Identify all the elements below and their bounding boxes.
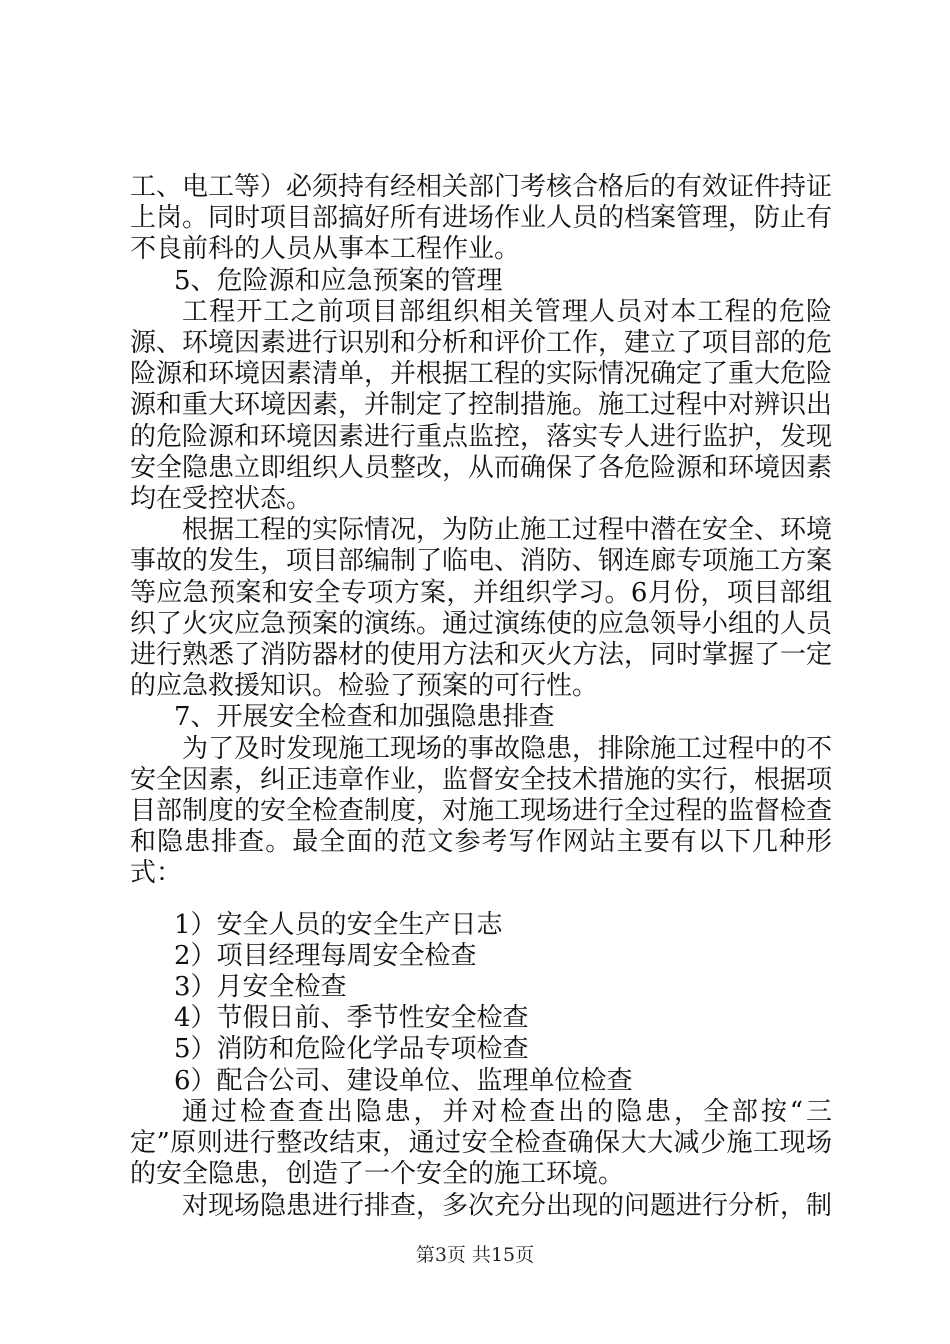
list-item: 2）项目经理每周安全检查 xyxy=(174,940,477,971)
list-item: 1）安全人员的安全生产日志 xyxy=(174,909,503,940)
section-heading-5: 5、危险源和应急预案的管理 xyxy=(174,265,503,296)
list-item: 5）消防和危险化学品专项检查 xyxy=(174,1034,529,1065)
list-item: 6）配合公司、建设单位、监理单位检查 xyxy=(174,1065,633,1096)
document-body xyxy=(130,172,832,1222)
paragraph-safety-inspection: 为了及时发现施工现场的事故隐患，排除施工过程中的不安全因素，纠正违章作业，监督安全技术措施的实行，根据项目部制度的安全检查制度，对施工现场进行全过程的监督检查和隐患排查。最全面的范文参考写作网站主要有以下几种形式： xyxy=(130,733,833,889)
paragraph-emergency-plan: 根据工程的实际情况，为防止施工过程中潜在安全、环境事故的发生，项目部编制了临电、消防、钢连廊专项施工方案等应急预案和安全专项方案，并组织学习。6月份，项目部组织了火灾应急预案的演练。通过演练使的应急领导小组的人员进行熟悉了消防器材的使用方法和灭火方法，同时掌握了一定的应急救援知识。检验了预案的可行性。 xyxy=(130,515,833,702)
list-item: 3）月安全检查 xyxy=(174,972,347,1003)
inspection-forms-list xyxy=(130,910,832,1097)
paragraph-rectification: 通过检查查出隐患，并对检查出的隐患，全部按“三定”原则进行整改结束，通过安全检查确保大大减少施工现场的安全隐患，创造了一个安全的施工环境。 xyxy=(130,1096,832,1190)
paragraph-hazard-identification: 工程开工之前项目部组织相关管理人员对本工程的危险源、环境因素进行识别和分析和评价工作，建立了项目部的危险源和环境因素清单，并根据工程的实际情况确定了重大危险源和重大环境因素，并制定了控制措施。施工过程中对辨识出的危险源和环境因素进行重点监控，落实专人进行监护，发现安全隐患立即组织人员整改，从而确保了各危险源和环境因素均在受控状态。 xyxy=(130,296,833,515)
page-number-footer: 第3页 共15页 xyxy=(415,1244,535,1266)
list-item: 4）节假日前、季节性安全检查 xyxy=(174,1003,529,1034)
paragraph-continuation: 工、电工等）必须持有经相关部门考核合格后的有效证件持证上岗。同时项目部搞好所有进场作业人员的档案管理，防止有不良前科的人员从事本工程作业。 xyxy=(130,172,833,265)
section-heading-7: 7、开展安全检查和加强隐患排查 xyxy=(174,702,555,733)
paragraph-hazard-analysis: 对现场隐患进行排查，多次充分出现的问题进行分析，制 xyxy=(182,1190,833,1221)
